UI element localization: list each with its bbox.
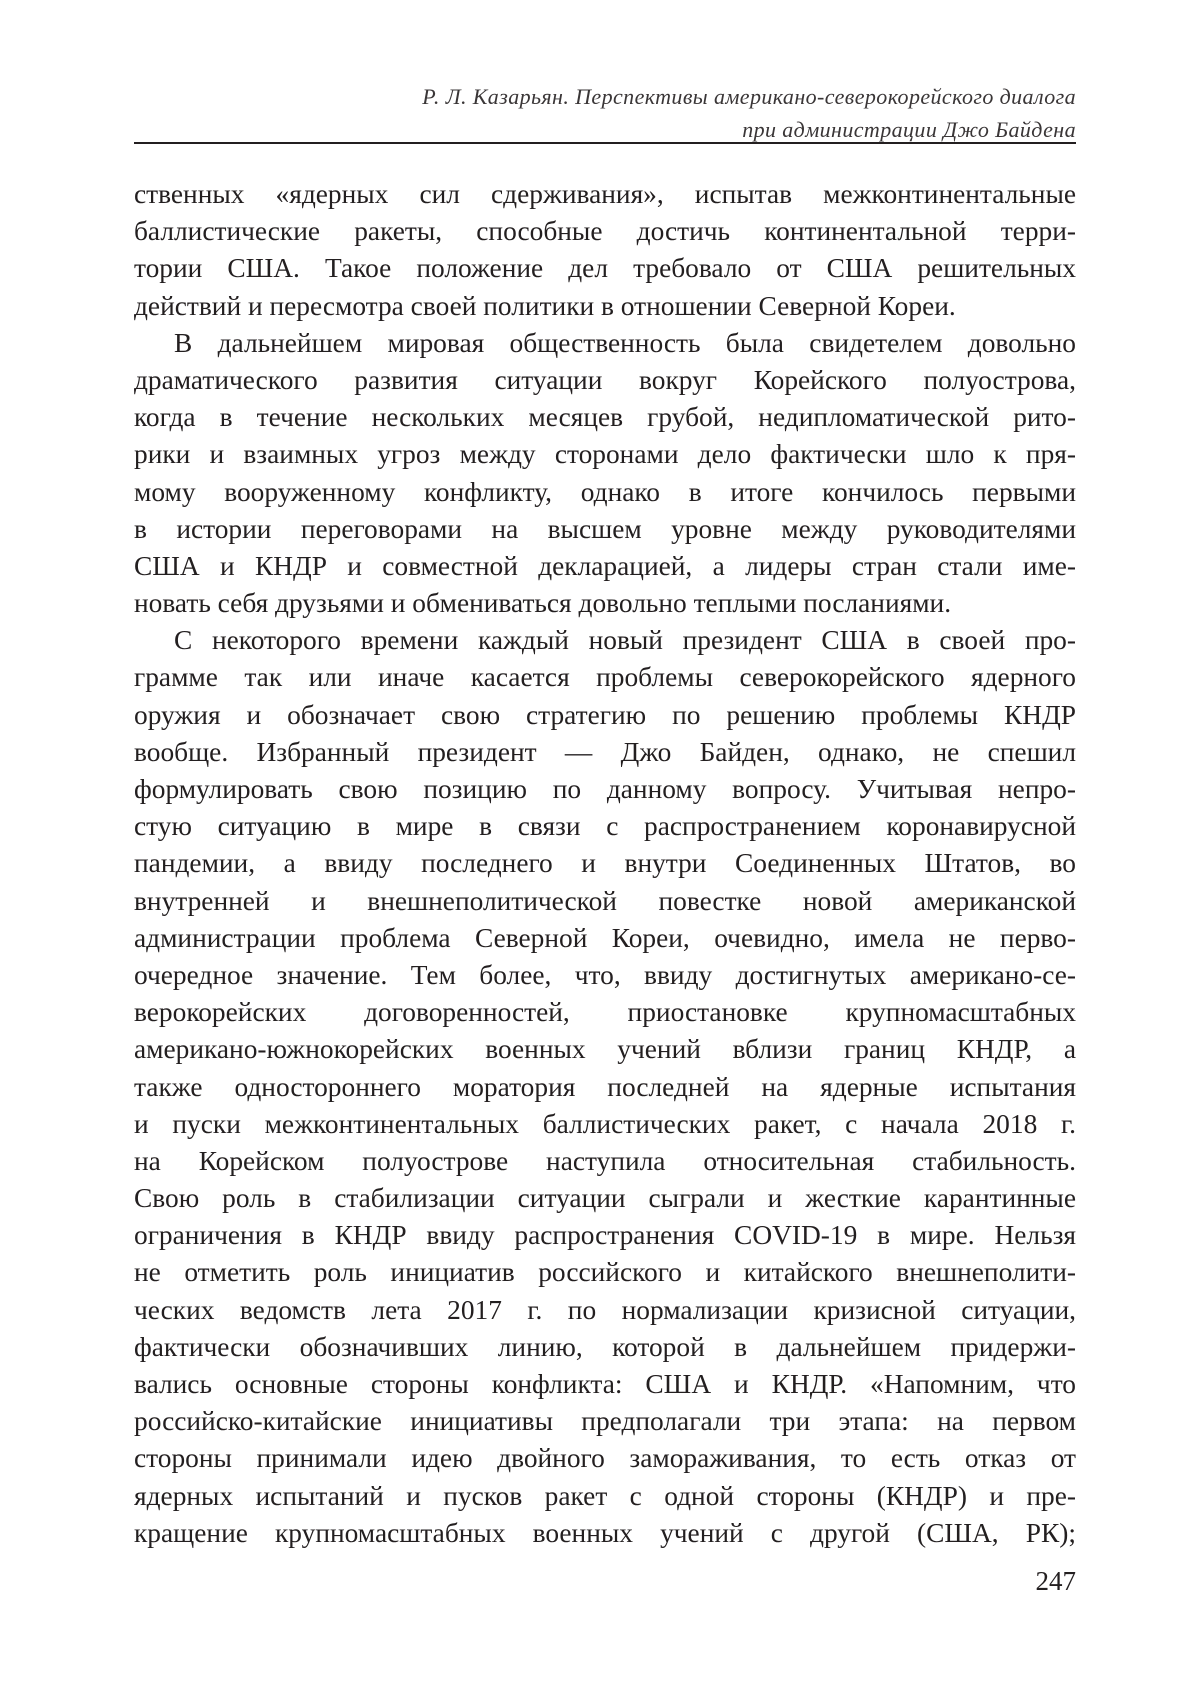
text-line: и пуски межконтинентальных баллистических ракет, с начала 2018 г. xyxy=(134,1106,1076,1143)
paragraph-3 xyxy=(134,622,1076,1552)
text-line: в истории переговорами на высшем уровне между руководителями xyxy=(134,511,1076,548)
text-line: ограничения в КНДР ввиду распространения COVID-19 в мире. Нельзя xyxy=(134,1217,1076,1254)
text-line: внутренней и внешнеполитической повестке новой американской xyxy=(134,883,1076,920)
text-line: администрации проблема Северной Кореи, очевидно, имела не перво- xyxy=(134,920,1076,957)
text-line: С некоторого времени каждый новый президент США в своей про- xyxy=(134,622,1076,659)
text-line: также одностороннего моратория последней на ядерные испытания xyxy=(134,1069,1076,1106)
text-line: формулировать свою позицию по данному вопросу. Учитывая непро- xyxy=(134,771,1076,808)
text-line: кращение крупномасштабных военных учений с другой (США, РК); xyxy=(134,1515,1076,1552)
text-line: баллистические ракеты, способные достичь континентальной терри- xyxy=(134,213,1076,250)
text-line: пандемии, а ввиду последнего и внутри Соединенных Штатов, во xyxy=(134,845,1076,882)
text-line: ядерных испытаний и пусков ракет с одной стороны (КНДР) и пре- xyxy=(134,1478,1076,1515)
text-line: стую ситуацию в мире в связи с распространением коронавирусной xyxy=(134,808,1076,845)
text-line: стороны принимали идею двойного замораживания, то есть отказ от xyxy=(134,1440,1076,1477)
paragraph-1 xyxy=(134,176,1076,325)
header-rule xyxy=(134,142,1076,144)
text-line: тории США. Такое положение дел требовало от США решительных xyxy=(134,250,1076,287)
text-line: фактически обозначивших линию, которой в дальнейшем придержи- xyxy=(134,1329,1076,1366)
text-line: ческих ведомств лета 2017 г. по нормализации кризисной ситуации, xyxy=(134,1292,1076,1329)
paragraph-2 xyxy=(134,325,1076,623)
text-line: ственных «ядерных сил сдерживания», испытав межконтинентальные xyxy=(134,176,1076,213)
text-line: российско-китайские инициативы предполагали три этапа: на первом xyxy=(134,1403,1076,1440)
text-line: верокорейских договоренностей, приостановке крупномасштабных xyxy=(134,994,1076,1031)
text-line: оружия и обозначает свою стратегию по решению проблемы КНДР xyxy=(134,697,1076,734)
text-line: на Корейском полуострове наступила относительная стабильность. xyxy=(134,1143,1076,1180)
text-line: США и КНДР и совместной декларацией, а лидеры стран стали име- xyxy=(134,548,1076,585)
page-number: 247 xyxy=(1036,1564,1077,1598)
running-head-line-1: Р. Л. Казарьян. Перспективы американо-северокорейского диалога xyxy=(134,80,1076,113)
body-text xyxy=(134,176,1076,1552)
text-line: рики и взаимных угроз между сторонами дело фактически шло к пря- xyxy=(134,436,1076,473)
text-line: американо-южнокорейских военных учений вблизи границ КНДР, а xyxy=(134,1031,1076,1068)
text-line: новать себя друзьями и обмениваться довольно теплыми посланиями. xyxy=(134,585,1076,622)
text-line: когда в течение нескольких месяцев грубой, недипломатической рито- xyxy=(134,399,1076,436)
text-line: действий и пересмотра своей политики в отношении Северной Кореи. xyxy=(134,288,1076,325)
running-head xyxy=(134,80,1076,146)
running-head-line-2: при администрации Джо Байдена xyxy=(134,113,1076,146)
text-line: драматического развития ситуации вокруг Корейского полуострова, xyxy=(134,362,1076,399)
text-line: мому вооруженному конфликту, однако в итоге кончилось первыми xyxy=(134,474,1076,511)
text-line: грамме так или иначе касается проблемы северокорейского ядерного xyxy=(134,659,1076,696)
text-line: вались основные стороны конфликта: США и КНДР. «Напомним, что xyxy=(134,1366,1076,1403)
text-line: не отметить роль инициатив российского и китайского внешнеполити- xyxy=(134,1254,1076,1291)
text-line: Свою роль в стабилизации ситуации сыграли и жесткие карантинные xyxy=(134,1180,1076,1217)
text-line: очередное значение. Тем более, что, ввиду достигнутых американо-се- xyxy=(134,957,1076,994)
text-line: В дальнейшем мировая общественность была свидетелем довольно xyxy=(134,325,1076,362)
text-line: вообще. Избранный президент — Джо Байден, однако, не спешил xyxy=(134,734,1076,771)
